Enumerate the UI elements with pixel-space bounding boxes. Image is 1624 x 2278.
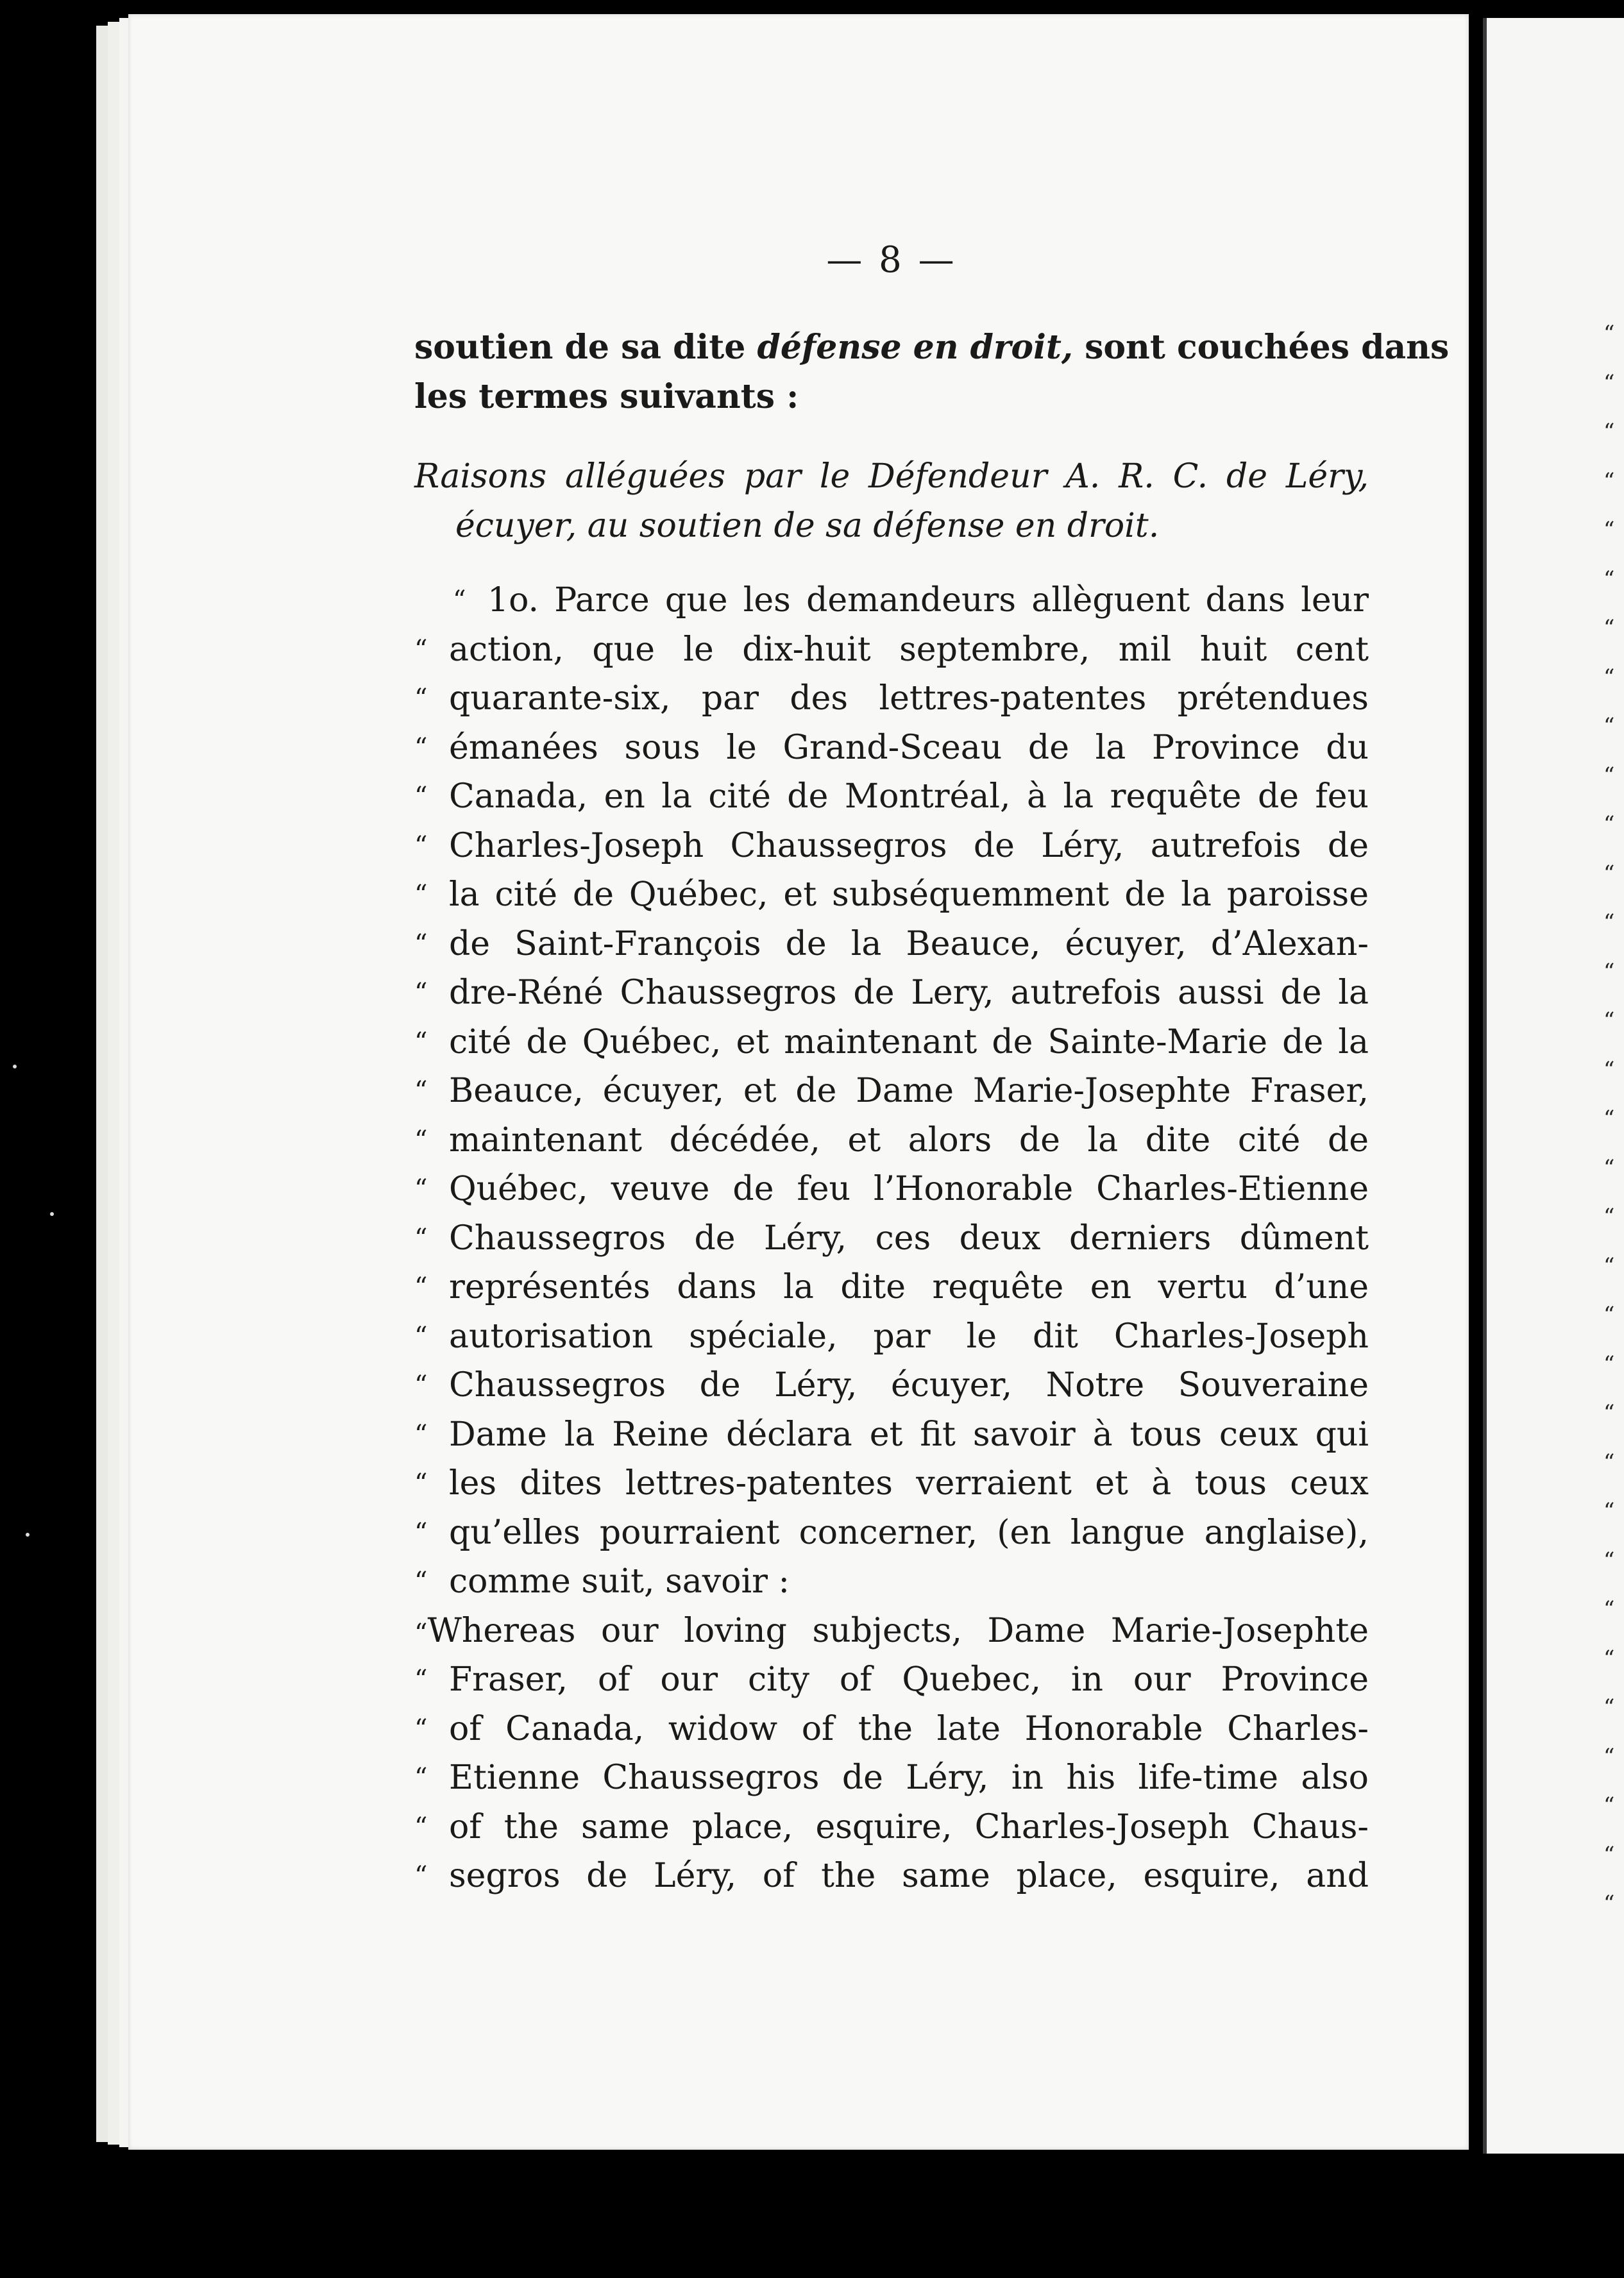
quote-line	[414, 1655, 1369, 1705]
quote-line	[414, 1852, 1369, 1901]
quote-line	[414, 1361, 1369, 1410]
intro-italic-text: défense en droit,	[757, 328, 1073, 367]
heading-line: Raisons alléguées par le Défendeur A. R. C. de Léry,	[414, 457, 1369, 496]
intro-line	[414, 323, 1450, 373]
quote-mark: “	[414, 1763, 428, 1793]
quote-mark: “	[414, 1076, 428, 1106]
facing-quote-mark: “	[1603, 615, 1615, 641]
facing-quote-mark: “	[1603, 909, 1615, 935]
scan-speck	[13, 1065, 17, 1068]
facing-quote-mark: “	[1603, 419, 1615, 444]
quote-line	[414, 1214, 1369, 1263]
quote-mark: “	[414, 831, 428, 861]
facing-quote-mark: “	[1603, 1253, 1615, 1279]
quote-line	[414, 625, 1369, 675]
quote-mark: “	[414, 1618, 428, 1648]
facing-quote-mark: “	[1603, 1056, 1615, 1083]
intro-paragraph	[414, 323, 1450, 421]
quote-mark: “	[414, 880, 428, 909]
quote-line-text: Fraser, of our city of Quebec, in our Province	[449, 1660, 1369, 1699]
quote-line-text: Whereas our loving subjects, Dame Marie-Josephte	[427, 1611, 1369, 1650]
quote-line	[414, 1410, 1369, 1460]
facing-quote-mark: “	[1603, 1154, 1615, 1181]
quote-line	[414, 1018, 1369, 1067]
quote-line	[414, 1263, 1369, 1312]
quote-line-text: Chaussegros de Léry, écuyer, Notre Souveraine	[449, 1366, 1369, 1405]
quote-line	[414, 870, 1369, 920]
facing-quote-mark: “	[1603, 1302, 1615, 1328]
quote-mark: “	[414, 684, 428, 713]
quote-line	[414, 1459, 1369, 1508]
facing-quote-mark: “	[1603, 468, 1615, 494]
facing-quote-mark: “	[1603, 1204, 1615, 1229]
facing-quote-mark: “	[1603, 958, 1615, 984]
facing-quote-mark: “	[1603, 1694, 1615, 1720]
quote-mark: “	[414, 1714, 428, 1744]
quote-line-text: quarante-six, par des lettres-patentes prétendues	[449, 679, 1369, 718]
quote-mark: “	[414, 1567, 428, 1596]
quote-line	[414, 674, 1369, 723]
quote-mark: “	[414, 782, 428, 811]
facing-quote-mark: “	[1603, 1596, 1615, 1622]
quote-line	[414, 576, 1369, 625]
facing-quote-mark: “	[1603, 664, 1615, 690]
facing-quote-mark: “	[1603, 860, 1615, 886]
quote-line	[414, 1067, 1369, 1116]
facing-quote-mark: “	[1603, 1351, 1615, 1377]
facing-quote-mark: “	[1603, 1645, 1615, 1671]
quote-mark: “	[414, 1223, 428, 1253]
quote-line-text: 1o. Parce que les demandeurs allèguent dans leur	[487, 581, 1369, 620]
quote-mark: “	[414, 1861, 428, 1891]
quoted-paragraph	[414, 576, 1369, 1901]
facing-quote-mark: “	[1603, 762, 1615, 788]
facing-page-quote-marks	[1603, 321, 1623, 1988]
quote-line-text: les dites lettres-patentes verraient et à tous ceux	[449, 1464, 1369, 1503]
facing-quote-mark: “	[1603, 811, 1615, 837]
facing-quote-mark: “	[1603, 1008, 1615, 1033]
quote-line-text: Etienne Chaussegros de Léry, in his life-time also	[449, 1759, 1369, 1797]
intro-text: sont couchées dans	[1072, 328, 1450, 367]
quote-line-text: Chaussegros de Léry, ces deux derniers dûment	[449, 1219, 1369, 1258]
facing-quote-mark: “	[1603, 1891, 1615, 1916]
quote-line-text: émanées sous le Grand-Sceau de la Province du	[449, 728, 1369, 767]
quote-line-text: représentés dans la dite requête en vertu d’une	[449, 1268, 1369, 1306]
facing-quote-mark: “	[1603, 1743, 1615, 1769]
quote-mark: “	[414, 978, 428, 1008]
quote-line-text: Québec, veuve de feu l’Honorable Charles-Etienne	[449, 1170, 1369, 1208]
quote-line-text: dre-Réné Chaussegros de Lery, autrefois aussi de la	[449, 974, 1369, 1012]
quote-line	[414, 772, 1369, 822]
quote-mark: “	[414, 1174, 428, 1204]
quote-mark: “	[414, 929, 428, 959]
scan-speck	[26, 1533, 30, 1537]
facing-quote-mark: “	[1603, 1106, 1615, 1131]
quote-line	[414, 968, 1369, 1018]
quote-line-text: qu’elles pourraient concerner, (en langue anglaise),	[449, 1513, 1369, 1552]
quote-line-text: autorisation spéciale, par le dit Charles-Joseph	[449, 1317, 1369, 1356]
quote-line	[414, 1165, 1369, 1214]
quote-line-text: Charles-Joseph Chaussegros de Léry, autrefois de	[449, 826, 1369, 865]
quote-line-text: comme suit, savoir :	[449, 1562, 790, 1601]
quote-mark: “	[414, 1027, 428, 1057]
quote-line-text: la cité de Québec, et subséquemment de la paroisse	[449, 875, 1369, 914]
quote-line	[414, 1753, 1369, 1803]
quote-line-text: Beauce, écuyer, et de Dame Marie-Josephte Fraser,	[449, 1072, 1369, 1110]
quote-mark: “	[414, 1272, 428, 1302]
quote-line	[414, 920, 1369, 969]
intro-text: soutien de sa dite	[414, 328, 757, 367]
facing-quote-mark: “	[1603, 369, 1615, 396]
quote-line-text: of Canada, widow of the late Honorable Charles-	[449, 1709, 1369, 1748]
quote-line-text: Canada, en la cité de Montréal, à la requête de feu	[449, 777, 1369, 816]
facing-quote-mark: “	[1603, 713, 1615, 739]
facing-page	[1483, 18, 1624, 2154]
quote-line-text: de Saint-François de la Beauce, écuyer, d’Alexan-	[449, 924, 1369, 963]
facing-quote-mark: “	[1603, 1841, 1615, 1868]
quote-line	[414, 1312, 1369, 1362]
quote-line-text: Dame la Reine déclara et fit savoir à tous ceux qui	[449, 1415, 1369, 1454]
facing-quote-mark: “	[1603, 1400, 1615, 1426]
quote-line-text: maintenant décédée, et alors de la dite cité de	[449, 1120, 1369, 1160]
facing-quote-mark: “	[1603, 566, 1615, 592]
quote-line	[414, 1557, 1369, 1607]
page-number: — 8 —	[826, 239, 957, 281]
quote-mark: “	[414, 1665, 428, 1694]
scan-speck	[50, 1212, 54, 1216]
quote-mark: “	[414, 732, 428, 763]
quote-line-text: segros de Léry, of the same place, esquire, and	[449, 1857, 1369, 1895]
quote-mark: “	[414, 1469, 428, 1498]
quote-mark: “	[414, 1321, 428, 1351]
facing-quote-mark: “	[1603, 1498, 1615, 1524]
quote-mark: “	[453, 586, 466, 615]
quote-line	[414, 1607, 1369, 1656]
quote-line-text: of the same place, esquire, Charles-Joseph Chaus-	[449, 1807, 1369, 1846]
quote-line	[414, 1508, 1369, 1558]
quote-line	[414, 1803, 1369, 1852]
quote-mark: “	[414, 1812, 428, 1842]
heading-line: écuyer, au soutien de sa défense en droit.	[455, 506, 1160, 545]
section-heading	[414, 452, 1369, 550]
facing-quote-mark: “	[1603, 1547, 1615, 1573]
quote-mark: “	[414, 1125, 428, 1155]
quote-mark: “	[414, 1419, 428, 1449]
quote-mark: “	[414, 1371, 428, 1400]
facing-quote-mark: “	[1603, 1449, 1615, 1475]
quote-mark: “	[414, 1517, 428, 1548]
facing-quote-mark: “	[1603, 517, 1615, 543]
facing-quote-mark: “	[1603, 1793, 1615, 1818]
quote-mark: “	[414, 634, 428, 664]
quote-line	[414, 723, 1369, 773]
quote-line	[414, 1705, 1369, 1754]
intro-line: les termes suivants :	[414, 376, 799, 416]
facing-quote-mark: “	[1603, 321, 1615, 346]
quote-line	[414, 1116, 1369, 1165]
quote-line	[414, 822, 1369, 871]
quote-line-text: cité de Québec, et maintenant de Sainte-Marie de la	[449, 1022, 1369, 1061]
quote-line-text: action, que le dix-huit septembre, mil huit cent	[449, 630, 1369, 669]
